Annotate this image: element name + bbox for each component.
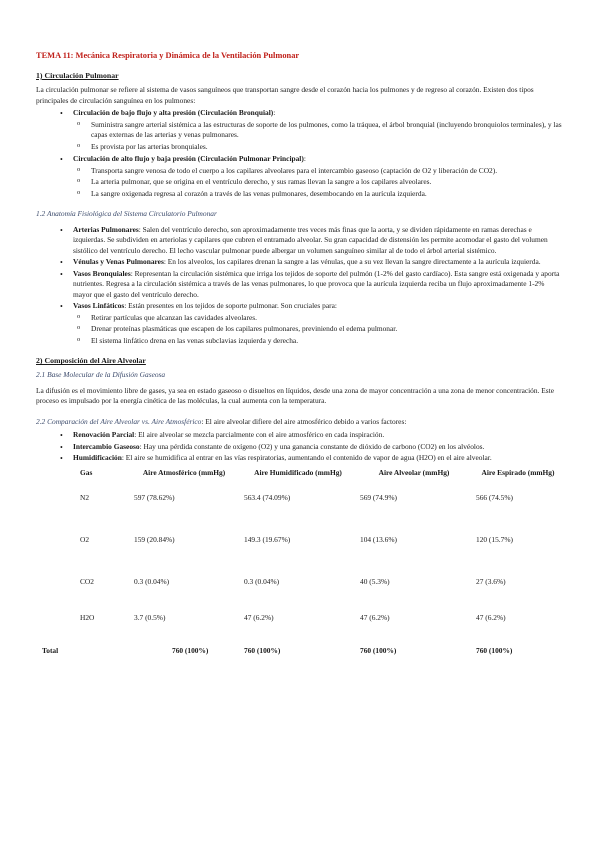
section-heading-aire-alveolar: 2) Composición del Aire Alveolar bbox=[36, 356, 146, 366]
table-row bbox=[36, 613, 564, 646]
bullet-text: : Salen del ventrículo derecho, son aproximadamente tres veces más finas que la aorta, y se dividen rápidamente en ramas derechas e izquierdas. Se subdividen en arteriolas y capilares que cubren el entramado alveolar. Su gran capacidad de distensión les permite acomodar el gasto del volumen sistólico del ventrículo derecho. El lecho vascular pulmonar puede albergar un volumen sanguíneo similar al de todo el árbol arterial sistémico. bbox=[73, 224, 548, 255]
list-item bbox=[36, 430, 564, 441]
table-cell: 760 (100%) bbox=[476, 645, 513, 655]
bullet-label: Circulación de alto flujo y baja presión (Circulación Pulmonar Principal) bbox=[73, 154, 304, 164]
table-total-row bbox=[36, 646, 564, 657]
anatomy-list bbox=[36, 225, 564, 347]
bullet-text: : En los alveolos, los capilares drenan la sangre a las vénulas, que a su vez llevan la sangre directamente a la aurícula izquierda. bbox=[163, 257, 541, 267]
table-cell: 40 (5.3%) bbox=[360, 576, 390, 586]
table-cell: 27 (3.6%) bbox=[476, 576, 506, 586]
sub-list-item: o La sangre oxigenada regresa al corazón a través de las venas pulmonares, desembocando en la aurícula izquierda. bbox=[73, 189, 564, 200]
comparison-text: : El aire alveolar difiere del aire atmosférico debido a varios factores: bbox=[201, 416, 407, 426]
circulation-types-list bbox=[36, 108, 564, 199]
table-cell: 0.3 (0.04%) bbox=[244, 576, 280, 586]
sub-list-item: o Drenar proteínas plasmáticas que escapen de los capilares pulmonares, previniendo el edema pulmonar. bbox=[73, 324, 564, 335]
bullet-label: Humidificación bbox=[73, 453, 122, 463]
intro-paragraph: La circulación pulmonar se refiere al sistema de vasos sanguíneos que transportan sangre desde el corazón hacia los pulmones y de regreso al corazón. Existen dos tipos principales de circulación sanguínea en los pulmones: bbox=[36, 84, 534, 105]
table-cell: 47 (6.2%) bbox=[360, 612, 390, 622]
list-item: • Circulación de bajo flujo y alta presión (Circulación Bronquial): o Suministra sangre arterial sistémica a las estructuras de soporte de los pulmones, como la tráquea, el árbol bronquial (incluyendo bronquiolos terminales), y las capas externas de las arterias y venas pulmonares. o Es provista por las arterias bronquiales. bbox=[36, 108, 564, 152]
list-item bbox=[36, 269, 564, 301]
table-cell: 149.3 (19.67%) bbox=[244, 534, 291, 544]
subsection-heading-anatomia: 1.2 Anatomía Fisiológica del Sistema Circulatorio Pulmonar bbox=[36, 209, 217, 219]
sub-list-item: o Es provista por las arterias bronquiales. bbox=[73, 142, 564, 153]
factors-list bbox=[36, 430, 564, 464]
subsection-heading-comparacion: 2.2 Comparación del Aire Alveolar vs. Aire Atmosférico bbox=[36, 416, 202, 426]
bullet-text: : Están presentes en los tejidos de soporte pulmonar. Son cruciales para: bbox=[124, 301, 337, 311]
table-cell: 104 (13.6%) bbox=[360, 534, 397, 544]
table-row bbox=[36, 535, 564, 577]
sub-list-item: o Retirar partículas que alcanzan las cavidades alveolares. bbox=[73, 313, 564, 324]
bullet-text: : Hay una pérdida constante de oxígeno (O2) y una ganancia constante de dióxido de carbono (CO2) en los alvéolos. bbox=[139, 441, 485, 451]
sub-list-item: o El sistema linfático drena en las venas subclavias izquierda y derecha. bbox=[73, 336, 564, 347]
sub-list bbox=[73, 120, 564, 153]
table-cell: 563.4 (74.09%) bbox=[244, 492, 291, 502]
table-row bbox=[36, 493, 564, 535]
comparison-paragraph bbox=[36, 417, 564, 428]
bullet-text: : El aire se humidifica al entrar en las vías respiratorias, aumentando el contenido de vapor de agua (H2O) en el aire alveolar. bbox=[121, 453, 492, 463]
list-item: • Circulación de alto flujo y baja presión (Circulación Pulmonar Principal): o Transporta sangre venosa de todo el cuerpo a los capilares alveolares para el intercambio gaseoso (captación de O2 y liberación de CO2). o La arteria pulmonar, que se origina en el ventrículo derecho, y sus ramas llevan la sangre a los capilares alveolares. o La sangre oxigenada regresa al corazón a través de las venas pulmonares, desembocando en la aurícula izquierda. bbox=[36, 154, 564, 199]
table-cell: 566 (74.5%) bbox=[476, 492, 513, 502]
table-cell: 760 (100%) bbox=[172, 645, 209, 655]
sub-list-item: o La arteria pulmonar, que se origina en el ventrículo derecho, y sus ramas llevan la sangre a los capilares alveolares. bbox=[73, 177, 564, 188]
table-header: Aire Espirado (mmHg) bbox=[481, 468, 555, 477]
bullet-text: : Representan la circulación sistémica que irriga los tejidos de soporte del pulmón (1-2% del gasto cardíaco). Esta sangre está oxigenada y aporta nutrientes. Regresa a la circulación sistémica a través de las venas pulmonares, lo que provoca que la aurícula izquierda reciba un flujo aproximadamente 1-2% mayor que el gasto del ventrículo derecho. bbox=[73, 268, 560, 299]
table-cell: 597 (78.62%) bbox=[134, 492, 175, 502]
bullet-text: : El aire alveolar se mezcla parcialmente con el aire atmosférico en cada inspiración. bbox=[134, 430, 385, 440]
table-row bbox=[36, 577, 564, 613]
table-cell: O2 bbox=[80, 534, 90, 544]
table-cell: 47 (6.2%) bbox=[476, 612, 506, 622]
table-cell: CO2 bbox=[80, 576, 94, 586]
table-cell: H2O bbox=[80, 612, 95, 622]
sub-list-item: o Suministra sangre arterial sistémica a las estructuras de soporte de los pulmones, como la tráquea, el árbol bronquial (incluyendo bronquiolos terminales), y las capas externas de las arterias y venas pulmonares. bbox=[73, 120, 564, 141]
table-cell: 760 (100%) bbox=[360, 645, 397, 655]
bullet-label: Circulación de bajo flujo y alta presión (Circulación Bronquial) bbox=[73, 108, 274, 118]
list-item bbox=[36, 257, 564, 268]
bullet-label: Vasos Linfáticos bbox=[73, 301, 125, 311]
list-item bbox=[36, 301, 564, 346]
table-cell: 159 (20.84%) bbox=[134, 534, 175, 544]
table-header: Aire Humidificado (mmHg) bbox=[254, 468, 342, 477]
list-item bbox=[36, 442, 564, 453]
bullet-label: Vénulas y Venas Pulmonares bbox=[73, 257, 164, 267]
table-cell: 3.7 (0.5%) bbox=[134, 612, 166, 622]
table-cell: 47 (6.2%) bbox=[244, 612, 274, 622]
table-header: Aire Alveolar (mmHg) bbox=[378, 468, 450, 477]
bullet-label: Renovación Parcial bbox=[73, 430, 135, 440]
gas-composition-table bbox=[36, 468, 564, 656]
bullet-label: Vasos Bronquiales bbox=[73, 268, 131, 278]
bullet-label: Intercambio Gaseoso bbox=[73, 441, 140, 451]
list-item bbox=[36, 453, 564, 464]
list-item bbox=[36, 225, 564, 257]
table-cell: 569 (74.9%) bbox=[360, 492, 397, 502]
table-cell: N2 bbox=[80, 492, 90, 502]
sub-list-item: o Transporta sangre venosa de todo el cuerpo a los capilares alveolares para el intercambio gaseoso (captación de O2 y liberación de CO2). bbox=[73, 166, 564, 177]
table-cell: 0.3 (0.04%) bbox=[134, 576, 170, 586]
bullet-label: Arterias Pulmonares bbox=[73, 224, 139, 234]
table-cell: Total bbox=[42, 645, 59, 655]
sub-list bbox=[73, 166, 564, 200]
difusion-paragraph: La difusión es el movimiento libre de gases, ya sea en estado gaseoso o disueltos en líquidos, desde una zona de mayor concentración a una zona de menor concentración. Este proceso es impulsado por la energía cinética de las moléculas, la cual aumenta con la temperatura. bbox=[36, 385, 554, 406]
section-heading-circulacion: 1) Circulación Pulmonar bbox=[36, 70, 119, 80]
table-header-row bbox=[36, 468, 564, 493]
subsection-heading-difusion: 2.1 Base Molecular de la Difusión Gaseosa bbox=[36, 370, 166, 380]
table-header: Aire Atmosférico (mmHg) bbox=[142, 468, 226, 477]
table-cell: 760 (100%) bbox=[244, 645, 281, 655]
document-title: TEMA 11: Mecánica Respiratoria y Dinámica de la Ventilación Pulmonar bbox=[36, 51, 300, 60]
sub-list bbox=[73, 313, 564, 347]
table-header: Gas bbox=[80, 468, 93, 477]
table-cell: 120 (15.7%) bbox=[476, 534, 513, 544]
